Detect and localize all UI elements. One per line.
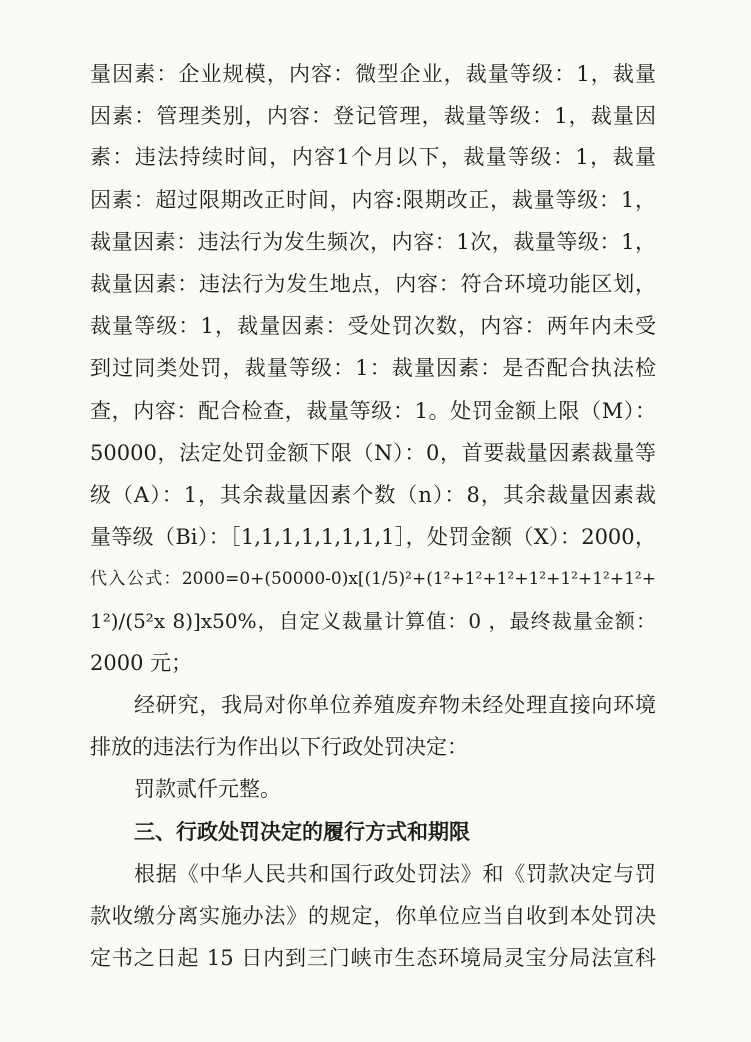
p1-line-7: 裁量等级：1，裁量因素：受处罚次数，内容：两年内未受 (90, 314, 656, 338)
p1-line-1: 量因素：企业规模，内容：微型企业，裁量等级：1，裁量 (90, 62, 656, 86)
penalty-amount-line: 罚款贰仟元整。 (134, 777, 281, 801)
p2-line-1: 经研究，我局对你单位养殖废弃物未经处理直接向环境 (134, 693, 656, 717)
section-3-heading: 三、行政处罚决定的履行方式和期限 (134, 820, 470, 844)
p3-line-3: 定书之日起 15 日内到三门峡市生态环境局灵宝分局法宣科 (90, 946, 656, 970)
p1-line-11: 级（A）：1，其余裁量因素个数（n）：8，其余裁量因素裁 (90, 483, 656, 507)
p1-line-2: 因素：管理类别，内容：登记管理，裁量等级：1，裁量因 (90, 104, 656, 128)
p1-line-14: 1²)/(5²x 8)]x50%，自定义裁量计算值：0 ，最终裁量金额： (90, 609, 656, 633)
p2-line-2: 排放的违法行为作出以下行政处罚决定： (90, 735, 468, 759)
p1-line-4: 因素：超过限期改正时间，内容:限期改正，裁量等级：1， (90, 188, 656, 212)
p1-line-3: 素：违法持续时间，内容1个月以下，裁量等级：1，裁量 (90, 145, 656, 169)
p1-line-6: 裁量因素：违法行为发生地点，内容：符合环境功能区划， (90, 272, 656, 296)
p1-line-10: 50000，法定处罚金额下限（N）：0，首要裁量因素裁量等 (90, 441, 656, 465)
p1-line-5: 裁量因素：违法行为发生频次，内容：1次，裁量等级：1， (90, 230, 656, 254)
p1-line-12: 量等级（Bi）：［1,1,1,1,1,1,1,1］，处罚金额（X）：2000， (90, 525, 656, 549)
p3-line-1: 根据《中华人民共和国行政处罚法》和《罚款决定与罚 (134, 862, 656, 886)
p1-line-9: 查，内容：配合检查，裁量等级：1。处罚金额上限（M）： (90, 399, 656, 423)
p3-line-2: 款收缴分离实施办法》的规定，你单位应当自收到本处罚决 (90, 904, 656, 928)
p1-line-15: 2000 元； (90, 651, 193, 675)
p1-line-13: 代入公式：2000=0+(50000-0)x[(1/5)²+(1²+1²+1²+1²+1²+1²+1²+ (90, 569, 656, 589)
p1-line-8: 到过同类处罚，裁量等级：1：裁量因素：是否配合执法检 (90, 356, 656, 380)
